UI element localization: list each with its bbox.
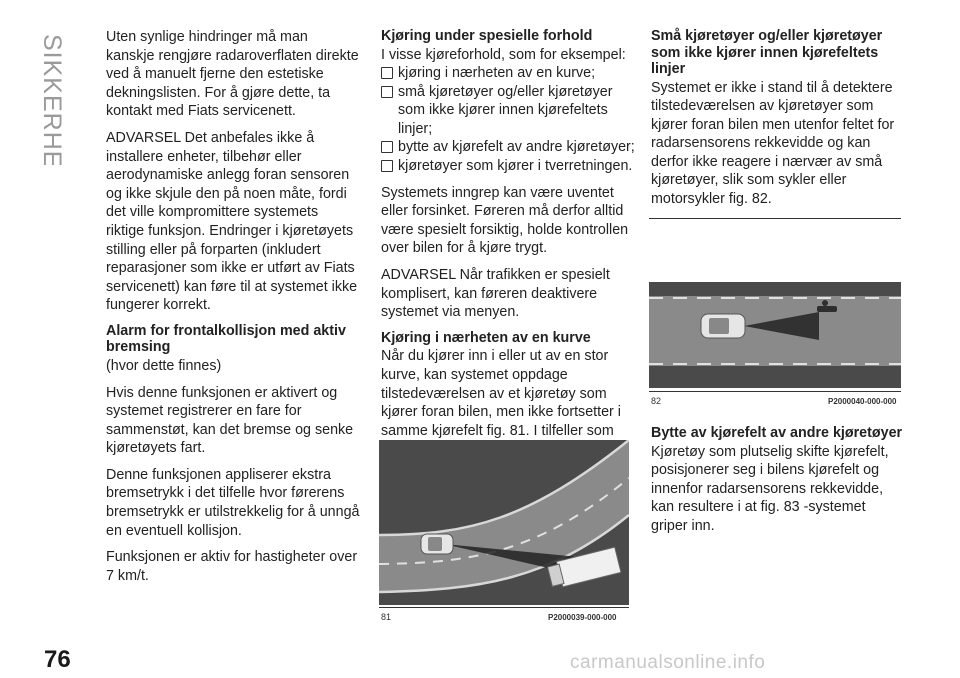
heading-collision-alarm: Alarm for frontalkollisjon med aktiv bremsing [106, 322, 346, 356]
bullet-item: kjøretøyer som kjører i tverretningen. [381, 157, 635, 176]
figure-81-code: P2000039-000-000 [548, 613, 617, 622]
paragraph-conditions-intro: I visse kjøreforhold, som for eksempel: [381, 46, 626, 63]
checkbox-bullet-icon [381, 141, 393, 153]
heading-special-conditions: Kjøring under spesielle forhold [381, 28, 593, 44]
section-side-label [28, 30, 78, 165]
paragraph-lane-change: Kjøretøy som plutselig skifte kjørefelt, posisjonerer seg i bilens kjørefelt og innenfor radarsensorens rekkevidde, kan resultere i at fig. 83 -systemet griper inn. [651, 443, 889, 534]
paragraph-speed-threshold: Funksjonen er aktiv for hastigheter over 7 km/t. [106, 549, 358, 584]
column-1 [106, 28, 360, 593]
checkbox-bullet-icon [381, 86, 393, 98]
heading-small-vehicles: Små kjøretøyer og/eller kjøretøyer som ikke kjører innen kjørefeltets linjer [651, 28, 883, 77]
section-side-label-text: SIKKERHET [38, 34, 66, 165]
column-3-lower [651, 425, 905, 543]
figure-82-motorcycle-illustration [649, 282, 901, 388]
bullet-item: kjøring i nærheten av en kurve; [381, 64, 635, 83]
figure-81-graphic [379, 440, 629, 605]
bullet-item: bytte av kjørefelt av andre kjøretøyer; [381, 138, 635, 157]
paragraph-curve-explanation: Når du kjører inn i eller ut av en stor kurve, kan systemet oppdage tilstedeværelsen av et kjøretøy som kjører foran bilen, men ikke fortsetter i samme kjørefelt fig. 81. I tilfeller som [381, 348, 621, 439]
paragraph-function-activated: Hvis denne funksjonen er aktivert og systemet registrerer en fare for sammenstøt, kan det bremse og senke kjøretøyets fart. [106, 384, 354, 457]
paragraph-warning-sensor: ADVARSEL Det anbefales ikke å installere enheter, tilbehør eller aerodynamiske anlegg foran sensoren og ikke skjule den på noen måte, fordi det ville kompromittere systemets riktige funksjon. Endringer i kjøretøyets stilling eller på forparten (inkludert reparasjoner som ikke er utført av Fiats servicenett) kan føre til at systemet ikke fungerer korrekt. [106, 129, 358, 314]
checkbox-bullet-icon [381, 67, 393, 79]
paragraph-warning-deactivate: ADVARSEL Når trafikken er spesielt komplisert, kan føreren deaktivere systemet via menyen. [381, 267, 610, 321]
paragraph-system-intervention: Systemets inngrep kan være uventet eller forsinket. Føreren må derfor alltid være spesielt forsiktig, holde kontrollen over bilen for å kjøre trygt. [381, 184, 629, 257]
paragraph-small-vehicles: Systemet er ikke i stand til å detektere tilstedeværelsen av kjøretøyer som kjører foran bilen men utenfor feltet for radarsensorens rekkevidde og kan derfor ikke reagere i nærvær av små kjøretøyer, slik som sykler eller motorsykler fig. 82. [651, 79, 895, 208]
figure-81-curve-illustration [379, 440, 629, 605]
figure-82-number: 82 [651, 396, 662, 406]
subheading-availability: (hvor dette finnes) [106, 357, 222, 374]
figure-81-caption-rule [379, 607, 629, 608]
watermark: carmanualsonline.info [570, 652, 766, 673]
figure-82-top-rule [649, 218, 901, 219]
paragraph-extra-brake: Denne funksjonen appliserer ekstra bremsetrykk i det tilfelle hvor førerens bremsetrykk er utilstrekkelig for å unngå en eventuell kollisjon. [106, 466, 360, 539]
figure-81-number: 81 [381, 612, 392, 622]
column-2 [381, 28, 635, 467]
heading-lane-change: Bytte av kjørefelt av andre kjøretøyer [651, 425, 903, 441]
section-side-label-graphic [28, 30, 78, 165]
bullet-item: små kjøretøyer og/eller kjøretøyer som ikke kjører innen kjørefeltets linjer; [381, 83, 635, 139]
figure-82-code: P2000040-000-000 [828, 397, 897, 406]
paragraph-radar-cleaning: Uten synlige hindringer må man kanskje rengjøre radaroverflaten direkte ved å manuelt fjerne den estetiske dekningslisten. For å gjøre dette, ta kontakt med Fiats servicenett. [106, 29, 359, 120]
heading-curve-driving: Kjøring i nærheten av en kurve [381, 329, 591, 346]
page-number: 76 [44, 646, 71, 673]
figure-82-graphic [649, 282, 901, 388]
column-3 [651, 28, 905, 217]
figure-82-caption-rule [649, 391, 901, 392]
checkbox-bullet-icon [381, 160, 393, 172]
